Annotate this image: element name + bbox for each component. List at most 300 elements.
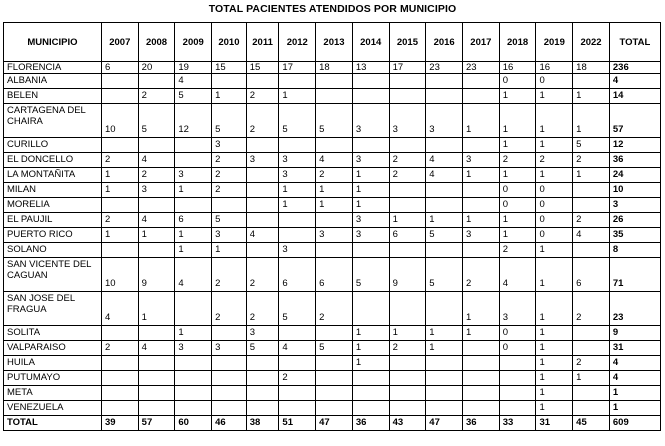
table-row [4, 386, 661, 401]
count-cell: 1 [352, 326, 389, 341]
count-cell: 1 [279, 183, 316, 198]
count-cell [175, 153, 212, 168]
row-total-cell: 57 [609, 104, 660, 138]
count-cell [426, 183, 463, 198]
count-cell: 4 [279, 341, 316, 356]
count-cell: 39 [101, 416, 138, 431]
count-cell: 2 [499, 153, 536, 168]
count-cell: 2 [101, 213, 138, 228]
count-cell: 5 [573, 138, 610, 153]
count-cell: 1 [536, 341, 573, 356]
table-row [4, 104, 661, 138]
count-cell [352, 386, 389, 401]
municipio-name: CARTAGENA DEL CHAIRA [4, 104, 102, 138]
municipio-name: BELEN [4, 89, 102, 104]
count-cell [246, 371, 279, 386]
page-title: TOTAL PACIENTES ATENDIDOS POR MUNICIPIO [208, 3, 457, 15]
count-cell: 4 [246, 228, 279, 243]
count-cell: 1 [316, 198, 353, 213]
table-row [4, 153, 661, 168]
count-cell: 9 [138, 258, 175, 292]
count-cell [138, 371, 175, 386]
table-row [4, 243, 661, 258]
count-cell [246, 356, 279, 371]
count-cell: 1 [573, 371, 610, 386]
row-total-cell: 31 [609, 341, 660, 356]
count-cell: 3 [212, 228, 247, 243]
count-cell [573, 326, 610, 341]
count-cell: 47 [426, 416, 463, 431]
column-header-2009: 2009 [175, 23, 212, 62]
count-cell [389, 401, 426, 416]
count-cell: 4 [138, 341, 175, 356]
count-cell: 17 [389, 62, 426, 74]
count-cell: 31 [536, 416, 573, 431]
count-cell: 1 [352, 183, 389, 198]
total-row [4, 416, 661, 431]
count-cell [175, 198, 212, 213]
count-cell [212, 371, 247, 386]
count-cell [573, 243, 610, 258]
count-cell [389, 198, 426, 213]
count-cell: 1 [101, 183, 138, 198]
count-cell [138, 401, 175, 416]
count-cell: 1 [573, 168, 610, 183]
count-cell [175, 292, 212, 326]
count-cell [352, 401, 389, 416]
count-cell [426, 74, 463, 89]
count-cell [316, 371, 353, 386]
count-cell: 1 [426, 326, 463, 341]
row-total-cell: 71 [609, 258, 660, 292]
table-row [4, 401, 661, 416]
count-cell [175, 371, 212, 386]
count-cell: 1 [499, 168, 536, 183]
count-cell: 13 [352, 62, 389, 74]
count-cell: 1 [463, 168, 500, 183]
count-cell: 3 [279, 168, 316, 183]
count-cell: 3 [246, 326, 279, 341]
count-cell [463, 243, 500, 258]
count-cell [316, 401, 353, 416]
count-cell [101, 74, 138, 89]
count-cell: 1 [352, 356, 389, 371]
municipio-name: LA MONTAÑITA [4, 168, 102, 183]
count-cell [175, 401, 212, 416]
count-cell: 2 [389, 168, 426, 183]
count-cell: 4 [138, 153, 175, 168]
count-cell: 1 [536, 104, 573, 138]
count-cell: 2 [573, 153, 610, 168]
count-cell: 3 [463, 228, 500, 243]
table-row [4, 371, 661, 386]
count-cell: 2 [246, 89, 279, 104]
column-header-2015: 2015 [389, 23, 426, 62]
count-cell: 3 [499, 292, 536, 326]
count-cell [212, 326, 247, 341]
count-cell: 15 [212, 62, 247, 74]
count-cell: 1 [175, 183, 212, 198]
count-cell: 1 [426, 341, 463, 356]
count-cell: 1 [212, 243, 247, 258]
count-cell [389, 138, 426, 153]
count-cell [499, 401, 536, 416]
count-cell: 2 [389, 341, 426, 356]
count-cell: 1 [499, 138, 536, 153]
count-cell [138, 356, 175, 371]
table-row [4, 62, 661, 74]
count-cell: 38 [246, 416, 279, 431]
count-cell [463, 138, 500, 153]
count-cell: 1 [175, 228, 212, 243]
column-header-2018: 2018 [499, 23, 536, 62]
column-header-total: TOTAL [609, 23, 660, 62]
count-cell: 1 [536, 326, 573, 341]
count-cell [426, 371, 463, 386]
municipio-name: PUTUMAYO [4, 371, 102, 386]
municipio-name: HUILA [4, 356, 102, 371]
table-row [4, 341, 661, 356]
count-cell: 1 [389, 326, 426, 341]
count-cell: 3 [246, 153, 279, 168]
count-cell [463, 198, 500, 213]
table-row [4, 258, 661, 292]
count-cell: 33 [499, 416, 536, 431]
row-total-cell: 4 [609, 371, 660, 386]
column-header-2007: 2007 [101, 23, 138, 62]
count-cell: 1 [536, 356, 573, 371]
municipio-name: PUERTO RICO [4, 228, 102, 243]
column-header-2011: 2011 [246, 23, 279, 62]
count-cell: 4 [499, 258, 536, 292]
count-cell [175, 138, 212, 153]
count-cell: 2 [246, 104, 279, 138]
count-cell: 2 [279, 371, 316, 386]
count-cell: 4 [316, 153, 353, 168]
count-cell [279, 228, 316, 243]
count-cell [463, 356, 500, 371]
count-cell [352, 243, 389, 258]
count-cell: 1 [279, 89, 316, 104]
count-cell: 18 [573, 62, 610, 74]
header-row [4, 23, 661, 62]
count-cell: 1 [426, 213, 463, 228]
count-cell [279, 356, 316, 371]
count-cell [316, 89, 353, 104]
count-cell [246, 168, 279, 183]
count-cell [138, 198, 175, 213]
count-cell [246, 386, 279, 401]
municipio-name: CURILLO [4, 138, 102, 153]
row-total-cell: 14 [609, 89, 660, 104]
count-cell [389, 386, 426, 401]
count-cell [463, 401, 500, 416]
row-total-cell: 9 [609, 326, 660, 341]
count-cell [352, 89, 389, 104]
count-cell: 3 [175, 341, 212, 356]
count-cell: 2 [212, 183, 247, 198]
count-cell [573, 183, 610, 198]
count-cell: 1 [138, 292, 175, 326]
count-cell: 3 [279, 153, 316, 168]
count-cell: 3 [352, 228, 389, 243]
count-cell: 5 [316, 104, 353, 138]
count-cell [316, 356, 353, 371]
count-cell: 12 [175, 104, 212, 138]
count-cell [279, 401, 316, 416]
count-cell: 1 [352, 198, 389, 213]
count-cell: 2 [212, 258, 247, 292]
count-cell: 1 [279, 198, 316, 213]
count-cell: 5 [212, 213, 247, 228]
count-cell: 2 [246, 258, 279, 292]
count-cell: 6 [279, 258, 316, 292]
count-cell: 4 [573, 228, 610, 243]
count-cell: 4 [426, 168, 463, 183]
count-cell: 5 [279, 104, 316, 138]
count-cell [426, 356, 463, 371]
count-cell: 2 [212, 153, 247, 168]
count-cell [316, 138, 353, 153]
municipio-name: VENEZUELA [4, 401, 102, 416]
count-cell [246, 198, 279, 213]
count-cell: 3 [352, 104, 389, 138]
municipio-name: META [4, 386, 102, 401]
count-cell [463, 183, 500, 198]
count-cell [175, 356, 212, 371]
count-cell: 5 [279, 292, 316, 326]
count-cell: 1 [463, 213, 500, 228]
count-cell [246, 183, 279, 198]
count-cell: 3 [463, 153, 500, 168]
municipio-name: SOLITA [4, 326, 102, 341]
municipio-name: SAN VICENTE DEL CAGUAN [4, 258, 102, 292]
count-cell: 36 [463, 416, 500, 431]
count-cell: 0 [536, 213, 573, 228]
count-cell: 2 [573, 213, 610, 228]
count-cell [389, 356, 426, 371]
count-cell [175, 386, 212, 401]
count-cell: 2 [389, 153, 426, 168]
count-cell: 2 [573, 356, 610, 371]
count-cell [212, 401, 247, 416]
count-cell: 2 [212, 168, 247, 183]
table-row [4, 183, 661, 198]
count-cell: 2 [316, 292, 353, 326]
count-cell: 2 [246, 292, 279, 326]
count-cell: 3 [352, 153, 389, 168]
count-cell [246, 243, 279, 258]
count-cell: 18 [316, 62, 353, 74]
count-cell: 9 [389, 258, 426, 292]
table-row [4, 168, 661, 183]
count-cell: 2 [573, 292, 610, 326]
count-cell: 47 [316, 416, 353, 431]
count-cell: 2 [316, 168, 353, 183]
count-cell: 1 [101, 228, 138, 243]
count-cell [138, 74, 175, 89]
table-row [4, 74, 661, 89]
count-cell: 1 [536, 138, 573, 153]
count-cell: 0 [536, 198, 573, 213]
count-cell: 1 [536, 258, 573, 292]
count-cell [352, 74, 389, 89]
count-cell [499, 371, 536, 386]
count-cell [101, 356, 138, 371]
count-cell [573, 401, 610, 416]
column-header-2012: 2012 [279, 23, 316, 62]
column-header-2019: 2019 [536, 23, 573, 62]
count-cell: 1 [499, 228, 536, 243]
column-header-2022: 2022 [573, 23, 610, 62]
count-cell: 43 [389, 416, 426, 431]
row-total-cell: 4 [609, 356, 660, 371]
count-cell [101, 386, 138, 401]
municipio-name: VALPARAISO [4, 341, 102, 356]
count-cell [101, 138, 138, 153]
count-cell [426, 89, 463, 104]
municipio-name: FLORENCIA [4, 62, 102, 74]
count-cell [138, 386, 175, 401]
count-cell: 1 [463, 104, 500, 138]
count-cell: 5 [426, 258, 463, 292]
count-cell [352, 138, 389, 153]
count-cell [463, 74, 500, 89]
count-cell: 20 [138, 62, 175, 74]
count-cell [573, 74, 610, 89]
column-header-municipio: MUNICIPIO [4, 23, 102, 62]
count-cell [316, 243, 353, 258]
count-cell: 5 [212, 104, 247, 138]
count-cell: 1 [352, 341, 389, 356]
count-cell [316, 74, 353, 89]
table-row [4, 213, 661, 228]
count-cell: 1 [536, 371, 573, 386]
count-cell [246, 138, 279, 153]
count-cell [316, 386, 353, 401]
count-cell [101, 89, 138, 104]
count-cell [352, 292, 389, 326]
count-cell: 1 [212, 89, 247, 104]
count-cell: 1 [389, 213, 426, 228]
count-cell: 1 [536, 89, 573, 104]
count-cell: 1 [101, 168, 138, 183]
count-cell: 51 [279, 416, 316, 431]
row-total-cell: 3 [609, 198, 660, 213]
count-cell [499, 386, 536, 401]
count-cell: 3 [426, 104, 463, 138]
column-header-2008: 2008 [138, 23, 175, 62]
row-total-cell: 26 [609, 213, 660, 228]
count-cell: 0 [499, 198, 536, 213]
count-cell: 6 [101, 62, 138, 74]
count-cell [246, 74, 279, 89]
count-cell [316, 326, 353, 341]
count-cell [101, 401, 138, 416]
table-row [4, 228, 661, 243]
count-cell: 4 [101, 292, 138, 326]
count-cell: 2 [138, 168, 175, 183]
patients-table [3, 22, 661, 431]
count-cell: 2 [463, 258, 500, 292]
count-cell: 1 [138, 228, 175, 243]
count-cell: 6 [389, 228, 426, 243]
count-cell: 10 [101, 258, 138, 292]
count-cell: 3 [316, 228, 353, 243]
count-cell [101, 198, 138, 213]
count-cell [138, 243, 175, 258]
count-cell: 5 [426, 228, 463, 243]
count-cell: 45 [573, 416, 610, 431]
municipio-name: MORELIA [4, 198, 102, 213]
count-cell: 5 [316, 341, 353, 356]
count-cell: 36 [352, 416, 389, 431]
count-cell: 19 [175, 62, 212, 74]
count-cell [279, 386, 316, 401]
count-cell [352, 371, 389, 386]
count-cell [212, 386, 247, 401]
count-cell [426, 243, 463, 258]
count-cell: 2 [101, 153, 138, 168]
municipio-name: TOTAL [4, 416, 102, 431]
count-cell [426, 386, 463, 401]
count-cell: 57 [138, 416, 175, 431]
count-cell: 60 [175, 416, 212, 431]
row-total-cell: 35 [609, 228, 660, 243]
count-cell: 1 [573, 89, 610, 104]
count-cell [426, 198, 463, 213]
count-cell [426, 292, 463, 326]
count-cell: 2 [138, 89, 175, 104]
count-cell: 1 [316, 183, 353, 198]
table-row [4, 138, 661, 153]
count-cell [138, 138, 175, 153]
count-cell: 3 [175, 168, 212, 183]
row-total-cell: 12 [609, 138, 660, 153]
count-cell [101, 371, 138, 386]
count-cell: 23 [463, 62, 500, 74]
count-cell [212, 198, 247, 213]
row-total-cell: 8 [609, 243, 660, 258]
row-total-cell: 10 [609, 183, 660, 198]
count-cell [389, 243, 426, 258]
count-cell: 16 [536, 62, 573, 74]
count-cell: 4 [175, 74, 212, 89]
count-cell: 15 [246, 62, 279, 74]
count-cell: 23 [426, 62, 463, 74]
count-cell [212, 356, 247, 371]
count-cell [279, 74, 316, 89]
count-cell: 4 [426, 153, 463, 168]
table-row [4, 89, 661, 104]
count-cell [499, 356, 536, 371]
count-cell [212, 74, 247, 89]
count-cell [389, 89, 426, 104]
count-cell [463, 89, 500, 104]
count-cell: 5 [175, 89, 212, 104]
count-cell [101, 326, 138, 341]
count-cell: 3 [212, 341, 247, 356]
count-cell [101, 243, 138, 258]
row-total-cell: 4 [609, 74, 660, 89]
count-cell: 0 [499, 326, 536, 341]
municipio-name: ALBANIA [4, 74, 102, 89]
count-cell: 2 [101, 341, 138, 356]
count-cell: 4 [175, 258, 212, 292]
count-cell [463, 371, 500, 386]
count-cell: 1 [573, 104, 610, 138]
count-cell [246, 213, 279, 228]
